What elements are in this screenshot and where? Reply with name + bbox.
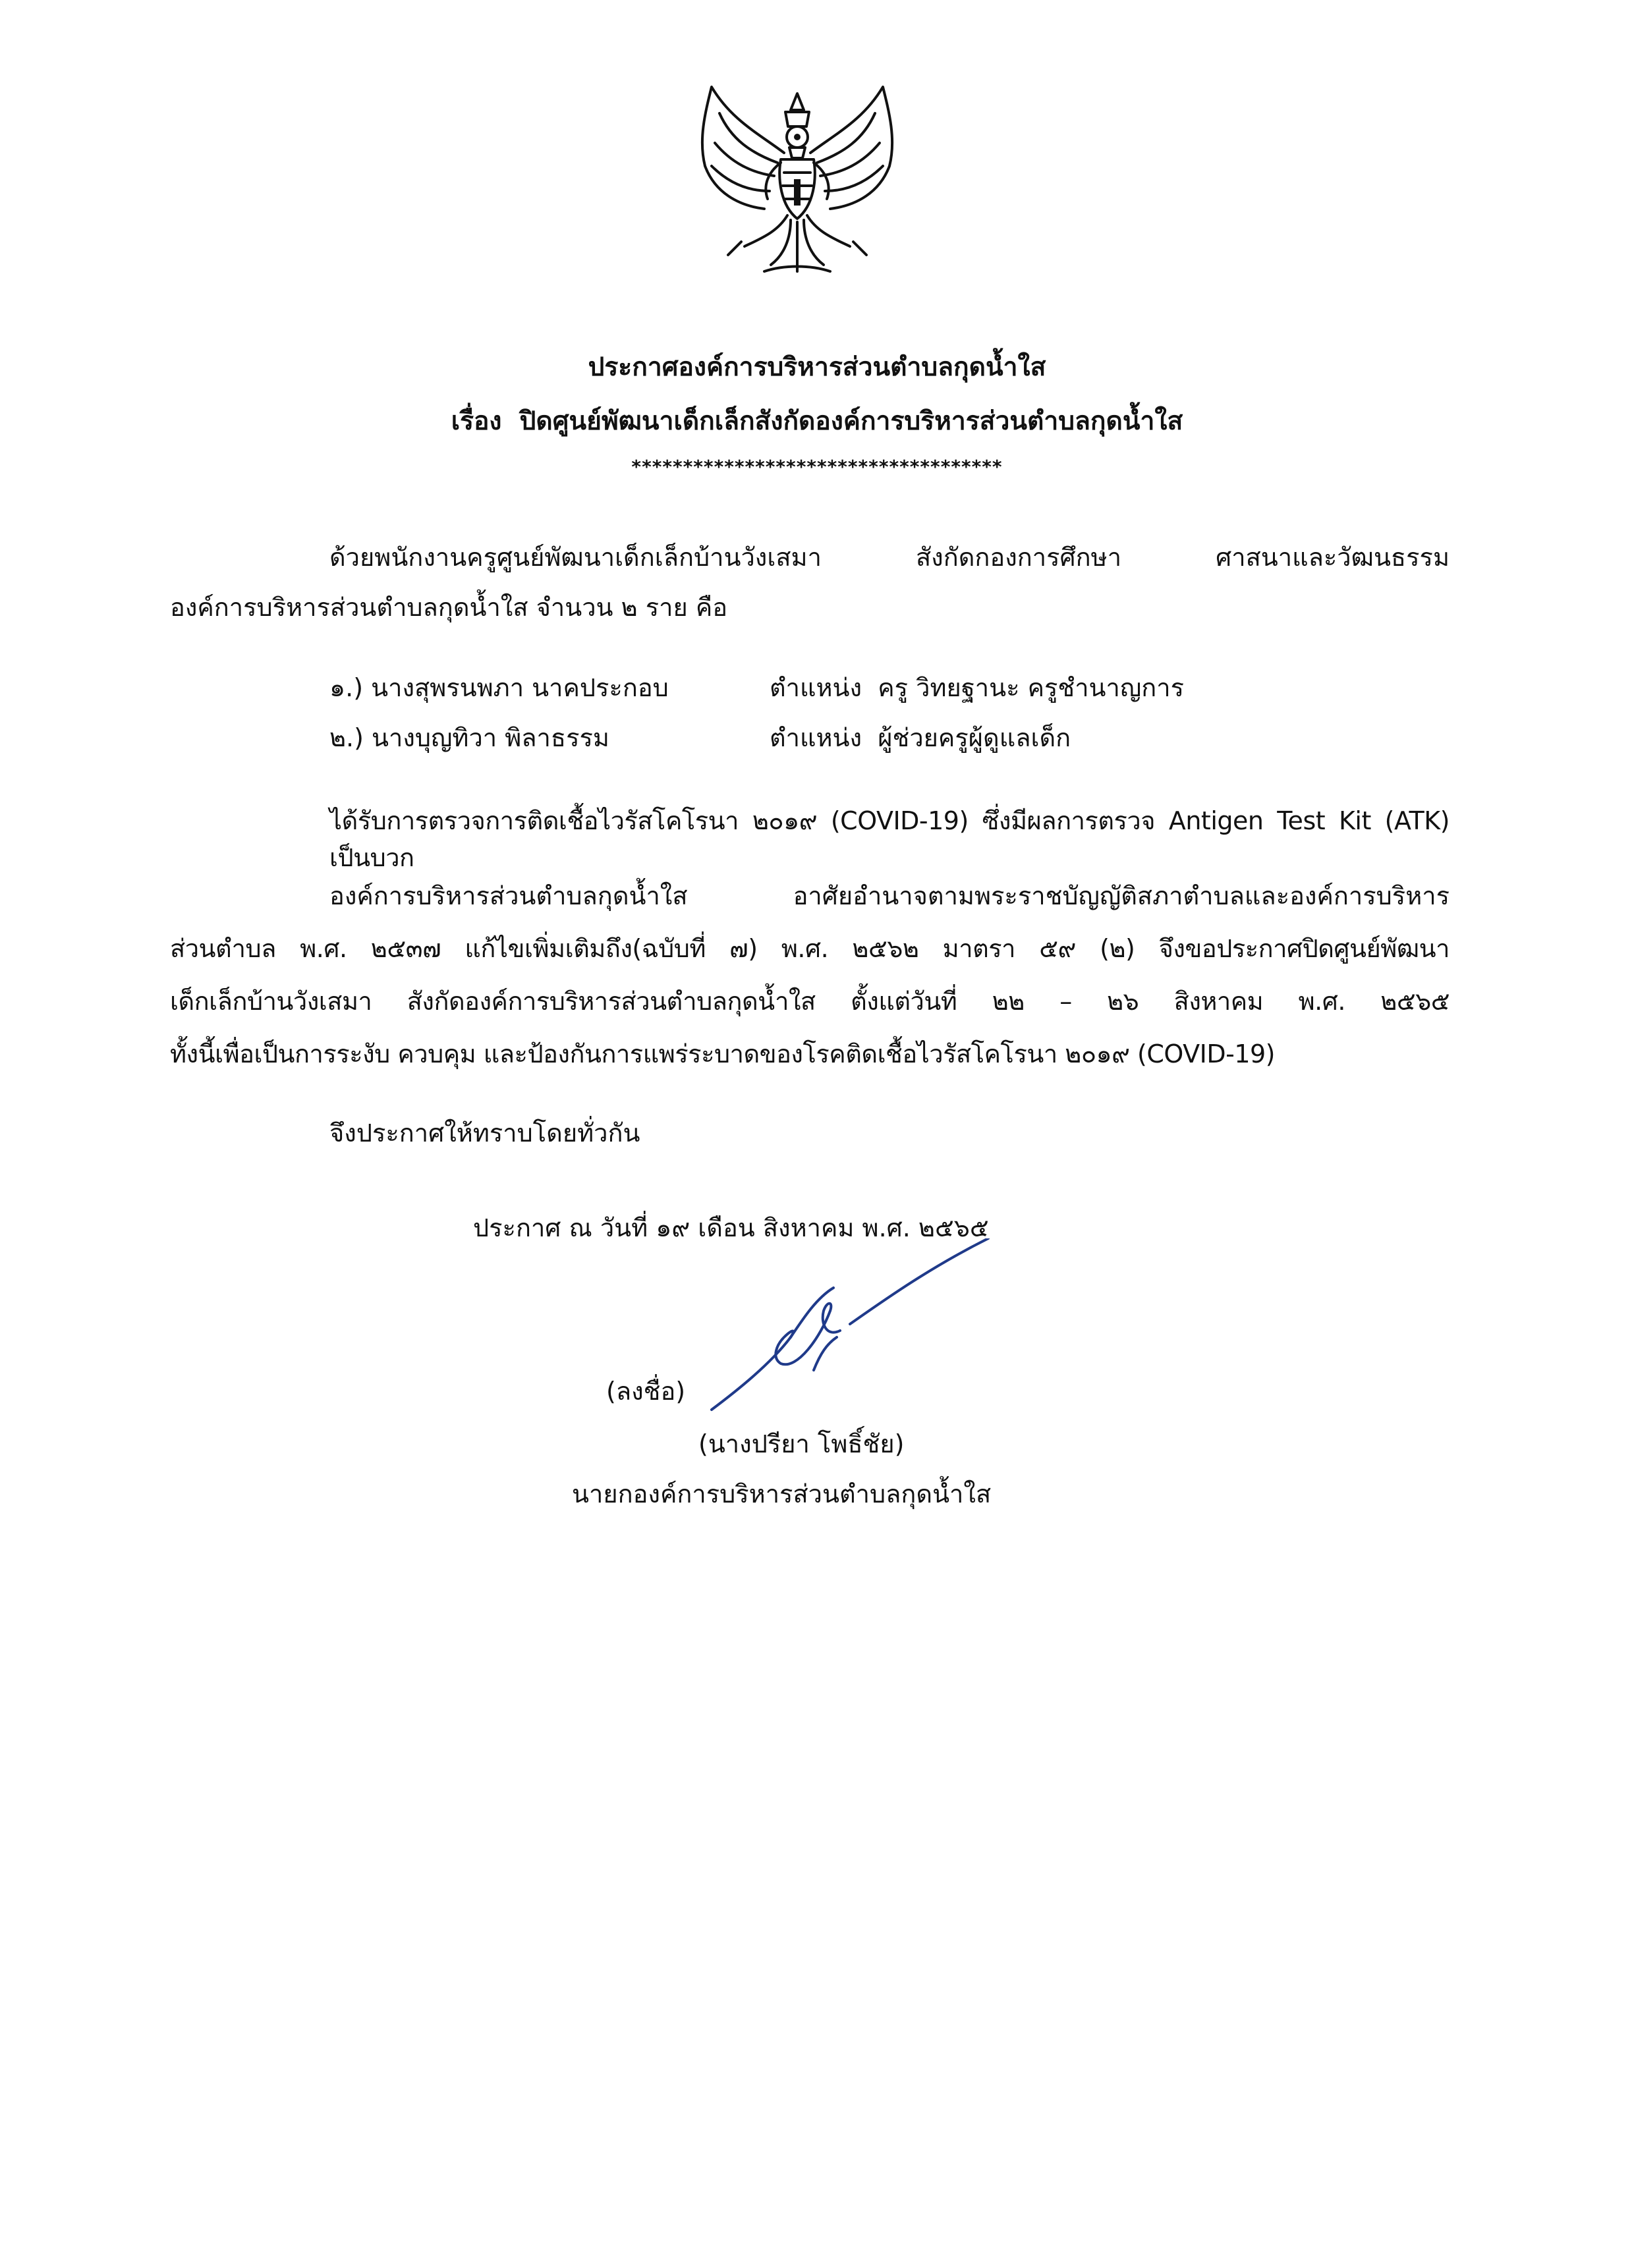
position-value: ผู้ช่วยครูผู้ดูแลเด็ก xyxy=(878,723,1071,752)
position-label: ตำแหน่ง xyxy=(770,673,862,702)
test-result-line: ได้รับการตรวจการติดเชื้อไวรัสโคโรนา ๒๐๑๙ (COVID-19) ซึ่งมีผลการตรวจ Antigen Test Kit (ATK) เป็นบวก xyxy=(329,806,1450,872)
legal-line-3: เด็กเล็กบ้านวังเสมา สังกัดองค์การบริหารส่วนตำบลกุดน้ำใส ตั้งแต่วันที่ ๒๒ – ๒๖ สิงหาคม พ.ศ. ๒๕๖๕ xyxy=(170,987,1450,1016)
garuda-emblem-icon xyxy=(685,74,909,291)
staff-item-2 xyxy=(329,719,609,756)
staff-position-1 xyxy=(770,669,1184,706)
title-separator: ************************************ xyxy=(631,456,1003,478)
document-subject xyxy=(0,403,1634,440)
position-value: ครู วิทยฐานะ ครูชำนาญการ xyxy=(878,673,1185,702)
staff-position-2 xyxy=(770,719,1071,756)
legal-line-2: ส่วนตำบล พ.ศ. ๒๕๓๗ แก้ไขเพิ่มเติมถึง(ฉบับที่ ๗) พ.ศ. ๒๕๖๒ มาตรา ๕๙ (๒) จึงขอประกาศปิดศูนย์พัฒนา xyxy=(170,934,1450,963)
signer-title: นายกองค์การบริหารส่วนตำบลกุดน้ำใส xyxy=(572,1480,992,1508)
staff-name: นางบุญทิวา พิลาธรรม xyxy=(372,723,609,752)
position-label: ตำแหน่ง xyxy=(770,723,862,752)
intro-line-1: ด้วยพนักงานครูศูนย์พัฒนาเด็กเล็กบ้านวังเสมา สังกัดกองการศึกษา ศาสนาและวัฒนธรรม xyxy=(329,543,1450,572)
handwritten-signature xyxy=(698,1238,1015,1436)
legal-line-1: องค์การบริหารส่วนตำบลกุดน้ำใส อาศัยอำนาจตามพระราชบัญญัติสภาตำบลและองค์การบริหาร xyxy=(329,881,1450,910)
staff-number: ๒.) xyxy=(329,723,364,752)
staff-name: นางสุพรนพภา นาคประกอบ xyxy=(371,673,669,702)
announce-date: ประกาศ ณ วันที่ ๑๙ เดือน สิงหาคม พ.ศ. ๒๕๖๕ xyxy=(473,1213,989,1242)
subject-prefix: เรื่อง xyxy=(451,406,502,436)
subject-text: ปิดศูนย์พัฒนาเด็กเล็กสังกัดองค์การบริหารส่วนตำบลกุดน้ำใส xyxy=(519,406,1183,436)
legal-line-4: ทั้งนี้เพื่อเป็นการระงับ ควบคุม และป้องกันการแพร่ระบาดของโรคติดเชื้อไวรัสโคโรนา ๒๐๑๙ (COVID-19) xyxy=(170,1039,1275,1068)
staff-number: ๑.) xyxy=(329,673,364,702)
intro-line-2: องค์การบริหารส่วนตำบลกุดน้ำใส จำนวน ๒ ราย คือ xyxy=(170,593,728,622)
sign-label: (ลงชื่อ) xyxy=(606,1377,686,1406)
document-title: ประกาศองค์การบริหารส่วนตำบลกุดน้ำใส xyxy=(588,352,1046,382)
closing-line: จึงประกาศให้ทราบโดยทั่วกัน xyxy=(329,1119,640,1148)
staff-item-1 xyxy=(329,669,669,706)
signer-name: (นางปรียา โพธิ์ชัย) xyxy=(698,1429,905,1458)
